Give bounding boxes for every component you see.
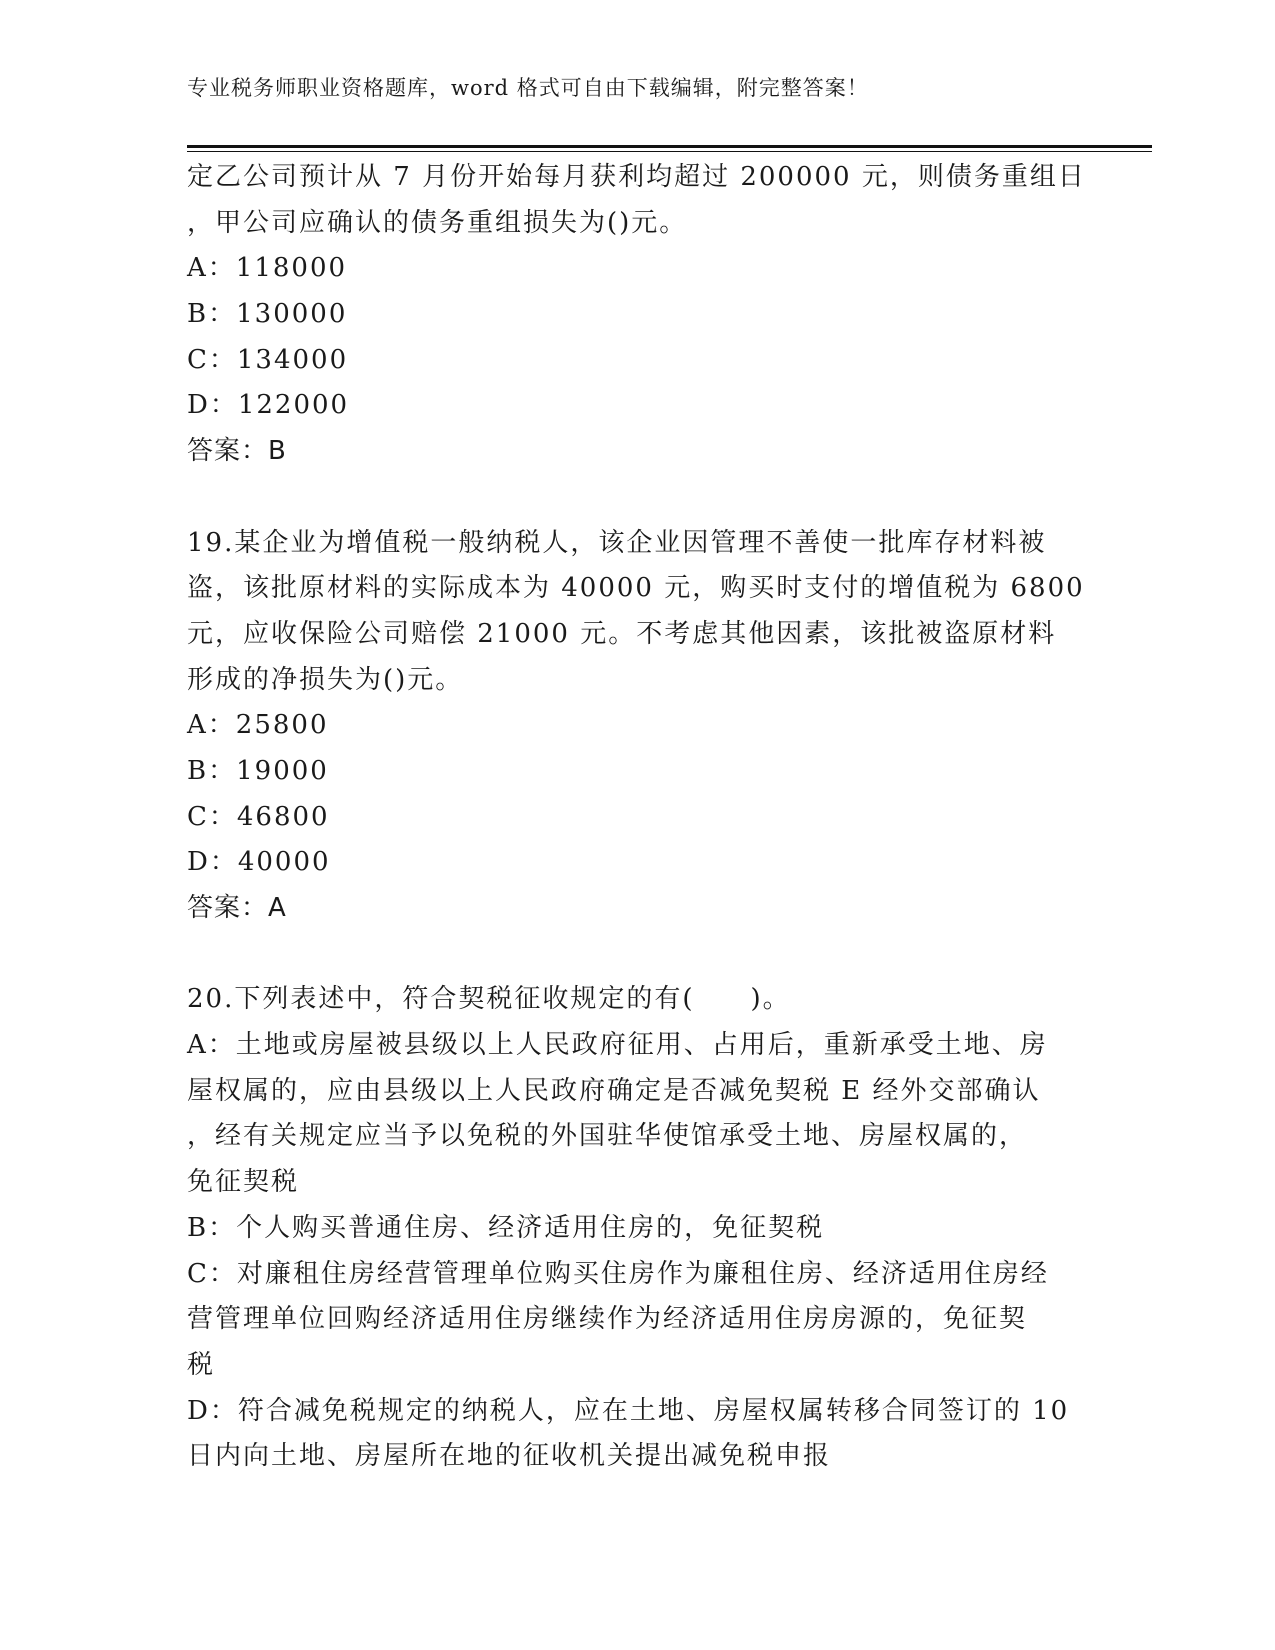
option-d-line: 日内向土地、房屋所在地的征收机关提出减免税申报 bbox=[187, 1441, 832, 1472]
option-a: A：118000 bbox=[187, 253, 348, 284]
question-stem-line: 定乙公司预计从 7 月份开始每月获利均超过 200000 元，则债务重组日 bbox=[187, 162, 1086, 192]
header-rule-thin bbox=[187, 151, 1152, 152]
question-20 bbox=[187, 977, 1087, 1480]
option-c: C：46800 bbox=[187, 801, 330, 832]
option-a-line: 免征契税 bbox=[187, 1167, 300, 1198]
answer-line: 答案：A bbox=[187, 893, 287, 923]
spacer bbox=[187, 475, 1087, 521]
question-18 bbox=[187, 155, 1087, 475]
question-stem-line: 盗，该批原材料的实际成本为 40000 元，购买时支付的增值税为 6800 bbox=[187, 573, 1085, 604]
option-c: C：134000 bbox=[187, 344, 349, 375]
option-c-line: 税 bbox=[187, 1349, 216, 1380]
option-b-line: B：个人购买普通住房、经济适用住房的，免征契税 bbox=[187, 1212, 825, 1243]
option-c-line: 营管理单位回购经济适用住房继续作为经济适用住房房源的，免征契 bbox=[187, 1304, 1028, 1335]
option-a: A：25800 bbox=[187, 710, 329, 741]
option-b: B：130000 bbox=[187, 299, 348, 330]
question-stem-line: 19.某企业为增值税一般纳税人，该企业因管理不善使一批库存材料被 bbox=[187, 527, 1047, 558]
option-b: B：19000 bbox=[187, 755, 329, 786]
option-d: D：122000 bbox=[187, 390, 350, 421]
option-a-line: A：土地或房屋被县级以上人民政府征用、占用后，重新承受土地、房 bbox=[187, 1030, 1048, 1061]
question-stem-line: 20.下列表述中，符合契税征收规定的有( )。 bbox=[187, 984, 791, 1015]
page-header: 专业税务师职业资格题库，word 格式可自由下载编辑，附完整答案！ bbox=[187, 76, 869, 100]
question-19 bbox=[187, 521, 1087, 932]
spacer bbox=[187, 932, 1087, 978]
option-a-line: 屋权属的，应由县级以上人民政府确定是否减免契税 E 经外交部确认 bbox=[187, 1075, 1041, 1106]
question-stem-line: 形成的净损失为()元。 bbox=[187, 664, 464, 695]
document-body bbox=[187, 155, 1087, 1480]
option-a-line: ，经有关规定应当予以免税的外国驻华使馆承受土地、房屋权属的， bbox=[187, 1121, 1028, 1152]
question-stem-line: ，甲公司应确认的债务重组损失为()元。 bbox=[187, 207, 688, 238]
header-rule-thick bbox=[187, 145, 1152, 148]
option-d: D：40000 bbox=[187, 847, 331, 878]
option-d-line: D：符合减免税规定的纳税人，应在土地、房屋权属转移合同签订的 10 bbox=[187, 1395, 1070, 1426]
question-stem-line: 元，应收保险公司赔偿 21000 元。不考虑其他因素，该批被盗原材料 bbox=[187, 618, 1057, 649]
answer-line: 答案：B bbox=[187, 436, 287, 467]
option-c-line: C：对廉租住房经营管理单位购买住房作为廉租住房、经济适用住房经 bbox=[187, 1258, 1049, 1289]
